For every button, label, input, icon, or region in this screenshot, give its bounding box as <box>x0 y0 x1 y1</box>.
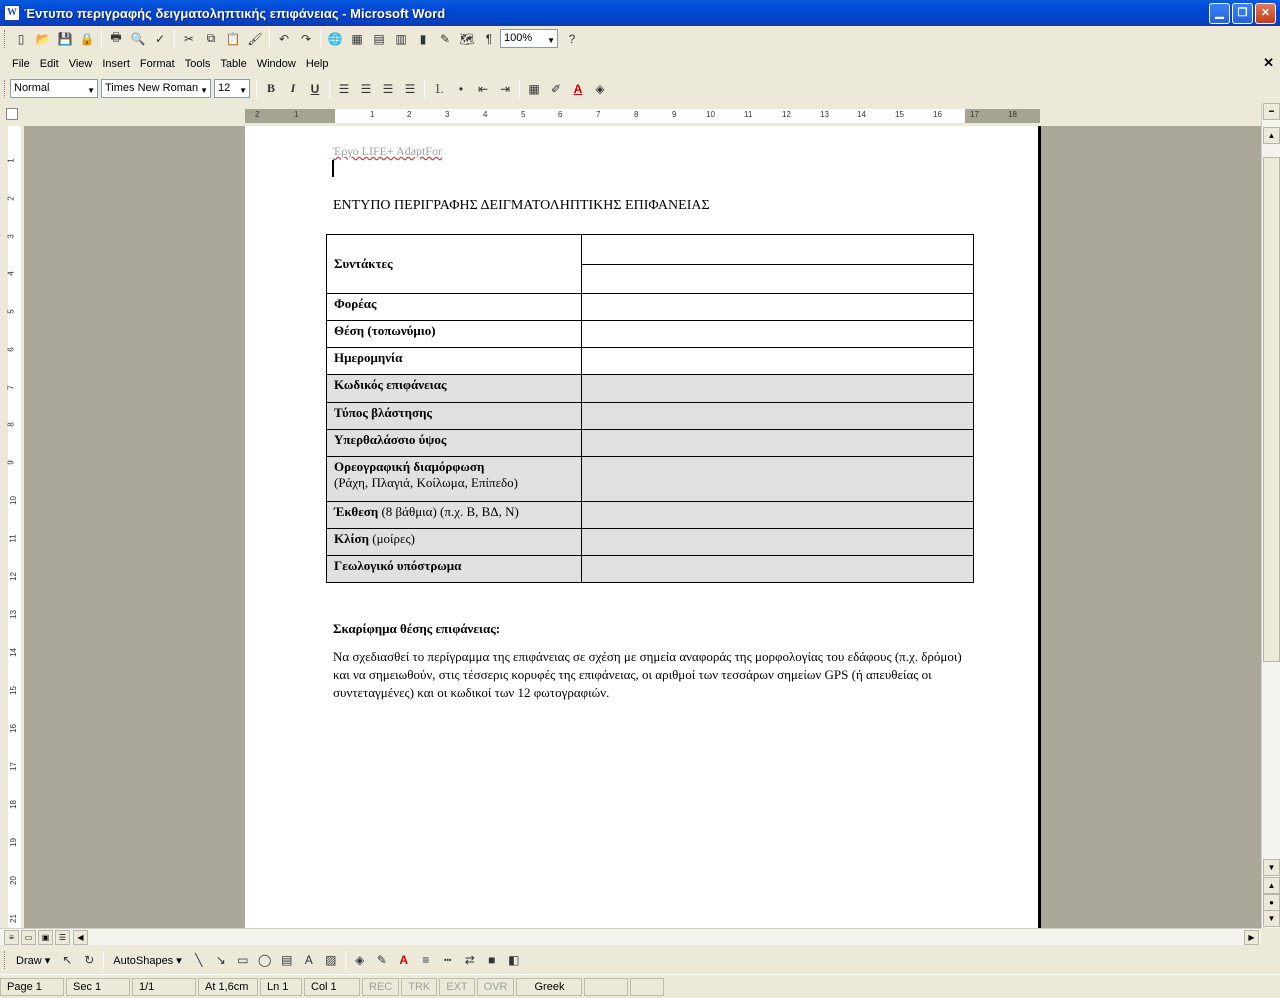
font-size-dropdown[interactable] <box>214 79 250 98</box>
bullets-icon[interactable]: • <box>458 81 464 96</box>
slope-note: (μοίρες) <box>368 531 415 546</box>
landform-note: (Ράχη, Πλαγιά, Κοίλωμα, Επίπεδο) <box>334 475 518 490</box>
italic-button[interactable]: I <box>290 81 296 95</box>
ruler-number: 14 <box>8 648 18 657</box>
scroll-left-icon[interactable]: ◀ <box>73 930 88 945</box>
survey-form-table <box>326 234 974 583</box>
close-document-icon[interactable]: ✕ <box>1263 55 1274 70</box>
ruler-number: 2 <box>6 196 16 201</box>
insert-excel-icon[interactable]: ▥ <box>395 31 407 46</box>
ruler-number: 19 <box>8 838 18 847</box>
ruler-number: 14 <box>857 110 866 119</box>
chevron-down-icon: ▼ <box>200 86 208 95</box>
new-document-icon[interactable]: ▯ <box>17 31 25 46</box>
chevron-down-icon: ▼ <box>239 86 247 95</box>
status-bar <box>0 974 1280 998</box>
menu-table[interactable]: Table <box>220 58 247 70</box>
print-icon[interactable]: 🖶 <box>110 30 122 44</box>
ruler-number: 7 <box>6 385 16 390</box>
title-bar <box>0 0 1280 26</box>
redo-icon[interactable]: ↷ <box>300 31 312 46</box>
spelling-icon[interactable]: ✓ <box>154 31 166 46</box>
columns-icon[interactable]: ▮ <box>419 31 427 46</box>
document-page[interactable] <box>245 126 1041 928</box>
shadow-icon[interactable]: ■ <box>488 953 496 967</box>
separator <box>101 30 102 48</box>
text-cursor <box>332 160 334 177</box>
ruler-number: 1 <box>294 110 299 119</box>
table-cell-label[interactable] <box>327 235 582 294</box>
toolbar-grip[interactable] <box>4 30 7 48</box>
tables-borders-icon[interactable]: ▦ <box>351 31 363 46</box>
tab-selector[interactable] <box>6 108 18 120</box>
table-cell-label[interactable] <box>327 502 582 529</box>
insert-picture-icon[interactable]: ▨ <box>325 953 337 967</box>
cut-icon[interactable]: ✂ <box>183 31 195 46</box>
formatting-toolbar <box>0 76 1280 101</box>
status-position: At 1,6cm <box>198 978 258 996</box>
line-style-icon[interactable]: ≡ <box>422 953 430 967</box>
location-value-cell[interactable] <box>582 321 974 348</box>
dash-style-icon[interactable]: ┅ <box>444 953 452 967</box>
decrease-indent-icon[interactable]: ⇤ <box>477 81 489 96</box>
justify-icon[interactable]: ☰ <box>404 81 416 96</box>
vegetation-type-label: Τύπος βλάστησης <box>334 405 432 420</box>
zoom-dropdown[interactable] <box>500 29 558 48</box>
font-color-icon[interactable]: A <box>399 953 409 967</box>
paste-icon[interactable]: 📋 <box>225 31 241 46</box>
ruler-number: 17 <box>8 762 18 771</box>
scroll-down-icon[interactable]: ▼ <box>1263 859 1280 876</box>
drawing-icon[interactable]: ✎ <box>439 31 451 46</box>
ruler-number: 15 <box>895 110 904 119</box>
underline-button[interactable]: U <box>310 81 320 96</box>
menu-file[interactable]: File <box>12 58 30 70</box>
ruler-number: 4 <box>6 271 16 276</box>
separator <box>424 80 425 98</box>
scroll-up-icon[interactable]: ▲ <box>1263 127 1280 144</box>
ruler-text-area <box>335 109 965 123</box>
zoom-value: 100% <box>504 32 533 44</box>
separator <box>519 80 520 98</box>
status-language[interactable]: Greek <box>516 978 582 996</box>
show-hide-icon[interactable]: ¶ <box>485 31 493 46</box>
chevron-down-icon: ▼ <box>87 86 95 95</box>
authors-label: Συντάκτες <box>334 256 393 271</box>
borders-icon[interactable]: ▦ <box>528 81 540 96</box>
close-window-button[interactable]: ✕ <box>1255 3 1276 24</box>
plot-code-label: Κωδικός επιφάνειας <box>334 377 447 392</box>
ruler-number: 6 <box>558 110 563 119</box>
autoshapes-menu-button[interactable]: AutoShapes ▾ <box>113 954 182 967</box>
copy-icon[interactable]: ⧉ <box>206 31 216 45</box>
arrow-icon[interactable]: ↘ <box>215 953 226 967</box>
separator <box>320 30 321 48</box>
status-extra <box>630 978 664 996</box>
restore-button[interactable]: ❐ <box>1232 3 1253 24</box>
vegetation-type-value-cell[interactable] <box>582 403 974 430</box>
ruler-number: 8 <box>634 110 639 119</box>
split-handle-icon[interactable]: ━ <box>1263 103 1280 120</box>
arrow-style-icon[interactable]: ⇄ <box>464 953 475 967</box>
sketch-instructions: Να σχεδιασθεί το περίγραμμα της επιφάνειας σε σχέση με σημεία αναφοράς της μορφολογίας του εδάφους (π.χ. δρόμοι) και να σημειωθούν, στις τέσσερις κορυφές της επιφάνειας, οι αριθμοί των τεσσάρων σημείων GPS (ή απευθείας οι συντεταγμένες) και οι κωδικοί των 12 φωτογραφιών. <box>333 649 962 700</box>
draw-label: Draw <box>16 954 42 967</box>
geology-value-cell[interactable] <box>582 556 974 583</box>
separator <box>345 951 346 969</box>
table-cell-label[interactable] <box>327 430 582 457</box>
rectangle-icon[interactable]: ▭ <box>237 953 249 967</box>
ruler-number: 20 <box>8 876 18 885</box>
geology-label: Γεωλογικό υπόστρωμα <box>334 558 462 573</box>
ruler-number: 2 <box>255 110 260 119</box>
agency-label: Φορέας <box>334 296 377 311</box>
table-cell-label[interactable] <box>327 375 582 403</box>
status-trk[interactable]: TRK <box>401 978 437 996</box>
toolbar-grip[interactable] <box>4 951 7 969</box>
landform-value-cell[interactable] <box>582 457 974 502</box>
scroll-thumb[interactable] <box>1263 157 1280 662</box>
font-dropdown[interactable] <box>101 79 211 98</box>
menu-edit[interactable]: Edit <box>39 58 59 70</box>
font-color-icon[interactable]: A <box>573 81 583 96</box>
bold-button[interactable]: B <box>266 81 275 95</box>
ruler-number: 6 <box>6 347 16 352</box>
vertical-ruler[interactable] <box>0 126 24 928</box>
ruler-number: 16 <box>8 724 18 733</box>
plot-code-value-cell[interactable] <box>582 375 974 403</box>
status-column: Col 1 <box>304 978 360 996</box>
font-size-value: 12 <box>218 82 231 94</box>
horizontal-ruler[interactable] <box>0 103 1280 126</box>
menu-bar <box>0 53 1280 75</box>
ruler-number: 8 <box>6 422 16 427</box>
ruler-number: 18 <box>1008 110 1017 119</box>
authors-value-cell-1[interactable] <box>582 235 974 265</box>
ruler-number: 3 <box>6 234 16 239</box>
ruler-number: 3 <box>445 110 450 119</box>
toolbar-grip[interactable] <box>4 80 7 98</box>
ruler-number: 9 <box>6 460 16 465</box>
document-title: ΕΝΤΥΠΟ ΠΕΡΙΓΡΑΦΗΣ ΔΕΙΓΜΑΤΟΛΗΠΤΙΚΗΣ ΕΠΙΦΑΝΕΙΑΣ <box>333 198 710 213</box>
insert-table-icon[interactable]: ▤ <box>373 31 385 46</box>
status-spelling <box>584 978 628 996</box>
align-left-icon[interactable]: ☰ <box>338 81 350 96</box>
select-objects-icon[interactable]: ↖ <box>62 953 73 967</box>
font-value: Times New Roman <box>105 82 199 94</box>
separator <box>329 80 330 98</box>
altitude-label: Υπερθαλάσσιο ύψος <box>334 432 447 447</box>
web-layout-icon[interactable]: ▭ <box>21 930 36 945</box>
sketch-heading: Σκαρίφημα θέσης επιφάνειας: <box>333 621 501 636</box>
minimize-button[interactable]: ▁ <box>1209 3 1230 24</box>
date-value-cell[interactable] <box>582 348 974 375</box>
rotate-icon[interactable]: ↻ <box>84 953 95 967</box>
vertical-scrollbar[interactable] <box>1261 103 1280 928</box>
ruler-number: 15 <box>8 686 18 695</box>
ruler-number: 5 <box>6 309 16 314</box>
permission-icon[interactable]: 🔒 <box>79 31 95 46</box>
document-map-icon[interactable]: 🗺 <box>459 31 475 46</box>
print-layout-icon[interactable]: ▣ <box>38 930 53 945</box>
ruler-number: 9 <box>672 110 677 119</box>
select-browse-object-icon[interactable]: ● <box>1263 894 1280 911</box>
align-center-icon[interactable]: ☰ <box>360 81 372 96</box>
chevron-down-icon: ▼ <box>547 36 555 45</box>
landform-label: Ορεογραφική διαμόρφωση <box>334 459 485 474</box>
fill-color-icon[interactable]: ◈ <box>355 953 365 967</box>
altitude-value-cell[interactable] <box>582 430 974 457</box>
highlight-icon[interactable]: ✐ <box>550 81 562 96</box>
ruler-number: 13 <box>820 110 829 119</box>
ruler-number: 21 <box>8 914 18 923</box>
text-box-icon[interactable]: ▤ <box>281 953 293 967</box>
oval-icon[interactable]: ◯ <box>258 953 272 967</box>
menu-view[interactable]: View <box>68 58 93 70</box>
status-rec[interactable]: REC <box>362 978 399 996</box>
style-value: Normal <box>14 82 50 94</box>
status-ext[interactable]: EXT <box>439 978 474 996</box>
ruler-number: 10 <box>8 496 18 505</box>
format-painter-icon[interactable]: 🖌 <box>247 31 263 46</box>
ruler-number: 16 <box>933 110 942 119</box>
status-section: Sec 1 <box>66 978 130 996</box>
status-ovr[interactable]: OVR <box>477 978 515 996</box>
standard-toolbar <box>0 26 1280 51</box>
hyperlink-icon[interactable]: 🌐 <box>327 31 343 46</box>
window-title: Έντυπο περιγραφής δειγματοληπτικής επιφάνειας - Microsoft Word <box>24 5 446 21</box>
separator <box>256 80 257 98</box>
separator <box>269 30 270 48</box>
numbering-icon[interactable]: ⒈ <box>432 82 445 96</box>
status-line: Ln 1 <box>260 978 302 996</box>
table-cell-label[interactable] <box>327 529 582 556</box>
ruler-number: 17 <box>970 110 979 119</box>
separator <box>174 30 175 48</box>
save-icon[interactable]: 💾 <box>57 31 73 46</box>
draw-menu-button[interactable]: Draw ▾ <box>16 954 51 967</box>
ruler-number: 2 <box>407 110 412 119</box>
next-page-icon[interactable]: ▼ <box>1263 910 1280 927</box>
aspect-label: Έκθεση <box>334 504 379 519</box>
ruler-number: 4 <box>483 110 488 119</box>
style-dropdown[interactable] <box>10 79 98 98</box>
3d-icon[interactable]: ◧ <box>508 953 520 967</box>
line-color-icon[interactable]: ✎ <box>376 953 387 967</box>
authors-value-cell-2[interactable] <box>582 265 974 294</box>
open-folder-icon[interactable]: 📂 <box>35 31 51 46</box>
ruler-number: 12 <box>8 572 18 581</box>
ruler-number: 1 <box>370 110 375 119</box>
autoshapes-label: AutoShapes <box>113 954 174 967</box>
scroll-right-icon[interactable]: ▶ <box>1244 930 1259 945</box>
ruler-number: 7 <box>596 110 601 119</box>
table-cell-label[interactable] <box>327 457 582 502</box>
line-icon[interactable]: ╲ <box>195 953 203 967</box>
help-icon[interactable]: ? <box>568 31 576 46</box>
slope-value-cell[interactable] <box>582 529 974 556</box>
date-label: Ημερομηνία <box>334 350 403 365</box>
horizontal-scrollbar[interactable] <box>0 928 1261 945</box>
table-cell-label[interactable] <box>327 294 582 321</box>
ruler-number: 18 <box>8 800 18 809</box>
table-cell-label[interactable] <box>327 403 582 430</box>
ruler-number: 13 <box>8 610 18 619</box>
menu-window[interactable]: Window <box>256 58 296 70</box>
table-cell-label[interactable] <box>327 321 582 348</box>
slope-label: Κλίση <box>334 531 369 546</box>
status-page-count: 1/1 <box>132 978 196 996</box>
drawing-toolbar <box>0 947 1280 973</box>
ruler-number: 1 <box>6 158 16 163</box>
outline-view-icon[interactable]: ☰ <box>55 930 70 945</box>
align-right-icon[interactable]: ☰ <box>382 81 394 96</box>
table-cell-label[interactable] <box>327 556 582 583</box>
ruler-number: 11 <box>744 110 753 119</box>
agency-value-cell[interactable] <box>582 294 974 321</box>
menu-tools[interactable]: Tools <box>184 58 211 70</box>
menu-help[interactable]: Help <box>305 58 329 70</box>
page-header: Έργο LIFE+ AdaptFor <box>333 144 443 158</box>
table-cell-label[interactable] <box>327 348 582 375</box>
previous-page-icon[interactable]: ▲ <box>1263 877 1280 894</box>
wordart-icon[interactable]: A <box>304 953 313 967</box>
document-workspace[interactable] <box>24 126 1261 928</box>
shading-icon[interactable]: ◈ <box>595 81 605 96</box>
ruler-number: 11 <box>8 534 18 543</box>
status-page: Page 1 <box>0 978 64 996</box>
ruler-number: 12 <box>782 110 791 119</box>
normal-view-icon[interactable]: ≡ <box>4 930 19 945</box>
aspect-value-cell[interactable] <box>582 502 974 529</box>
location-label: Θέση (τοπωνύμιο) <box>334 323 436 338</box>
separator <box>103 951 104 969</box>
menu-format[interactable]: Format <box>139 58 175 70</box>
ruler-number: 10 <box>706 110 715 119</box>
increase-indent-icon[interactable]: ⇥ <box>499 81 511 96</box>
menu-insert[interactable]: Insert <box>102 58 130 70</box>
undo-icon[interactable]: ↶ <box>278 31 290 46</box>
print-preview-icon[interactable]: 🔍 <box>130 31 146 46</box>
word-app-icon[interactable]: W <box>4 5 20 21</box>
ruler-number: 5 <box>521 110 526 119</box>
aspect-note: (8 βάθμια) (π.χ. Β, ΒΔ, Ν) <box>378 504 519 519</box>
